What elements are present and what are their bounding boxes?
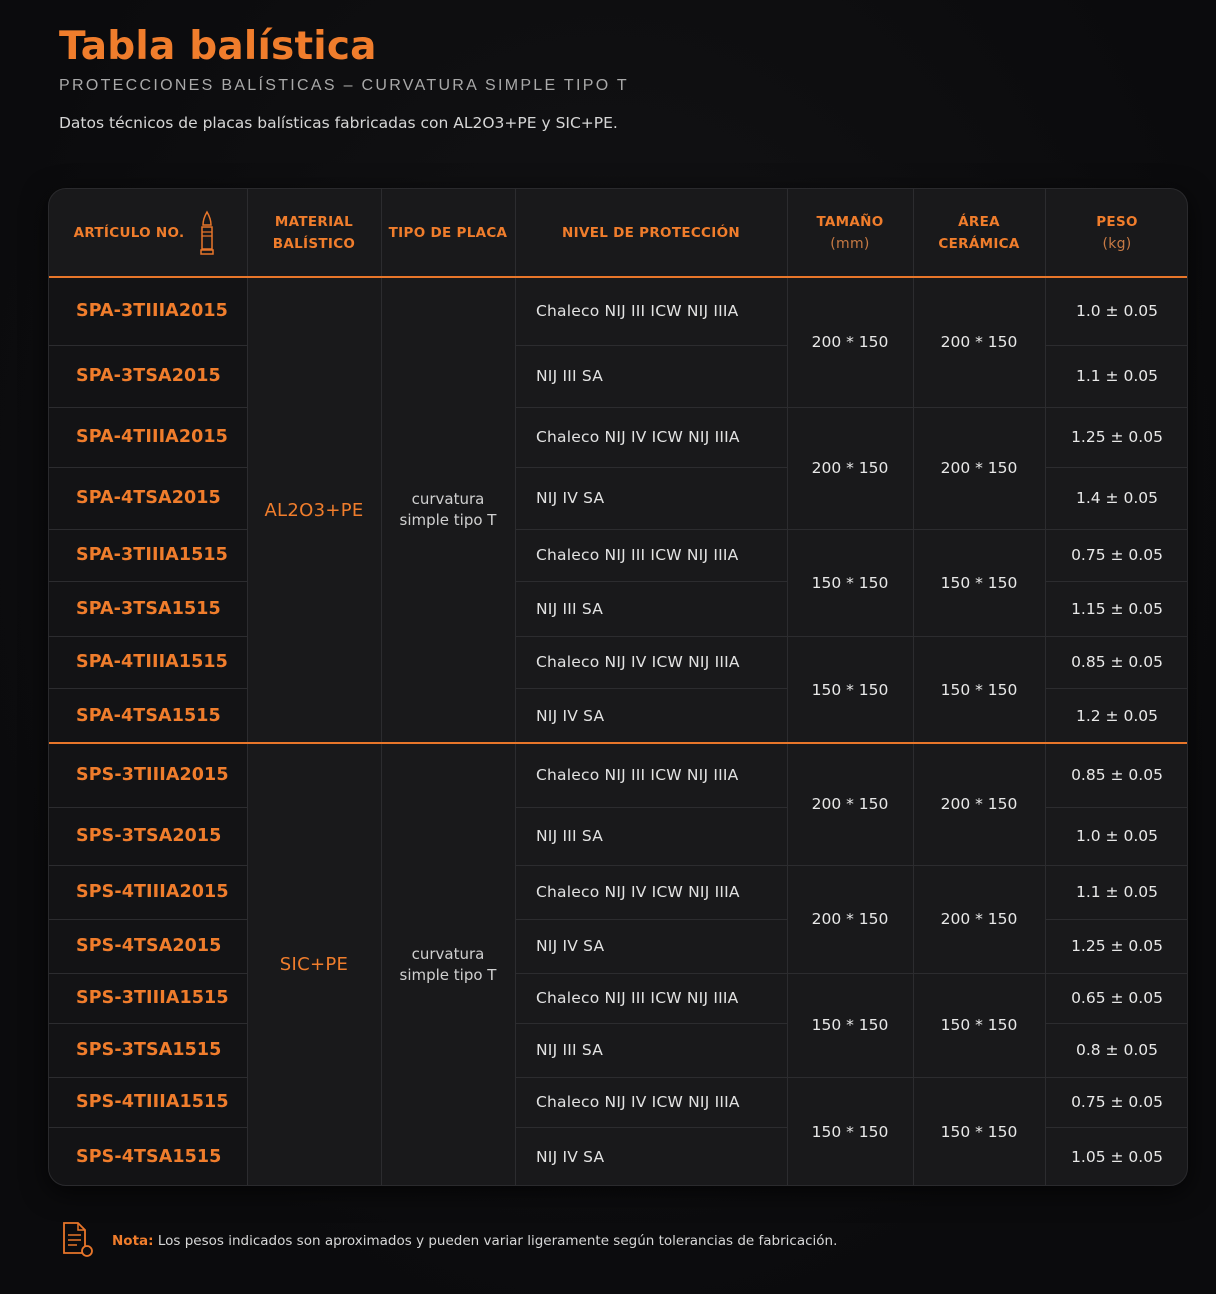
tipo-cell [381, 277, 515, 743]
row-divider [1045, 1023, 1188, 1024]
weight-cell: 1.1 ± 0.05 [1075, 367, 1158, 385]
weight-cell: 1.05 ± 0.05 [1071, 1147, 1163, 1166]
tamano-cell: 200 * 150 [811, 333, 889, 351]
weight-cell: 1.0 ± 0.05 [1075, 827, 1158, 845]
article-code-cell: SPS-4TSA1515 [76, 1146, 222, 1167]
area-cell: 150 * 150 [940, 1122, 1018, 1141]
protection-level-cell: NIJ IV SA [536, 489, 605, 507]
row-divider [1045, 807, 1188, 808]
row-divider [515, 688, 787, 689]
row-divider [515, 529, 787, 530]
row-divider [49, 407, 247, 408]
column-divider [381, 189, 382, 1186]
article-code-cell: SPA-4TIIIA2015 [76, 427, 228, 447]
weight-cell: 1.2 ± 0.05 [1075, 706, 1158, 725]
article-code-cell: SPA-4TSA2015 [76, 488, 221, 508]
row-divider [49, 1127, 247, 1128]
column-header-area [913, 189, 1045, 277]
pair-divider [787, 865, 1045, 866]
footnote-text: Los pesos indicados son aproximados y pueden variar ligeramente según tolerancias de fabricación. [157, 1233, 838, 1249]
tipo-cell [381, 743, 515, 1186]
column-header-peso-line2: (kg) [1102, 236, 1132, 252]
protection-level-cell: Chaleco NIJ IV ICW NIJ IIIA [536, 653, 740, 671]
row-divider [1045, 636, 1188, 637]
column-header-area-line1: ÁREA [958, 214, 1000, 230]
column-divider [247, 189, 248, 1186]
article-code-cell: SPS-3TSA2015 [76, 826, 222, 846]
area-cell: 150 * 150 [940, 680, 1018, 699]
column-header-material-line2: BALÍSTICO [272, 236, 356, 252]
column-header-nivel-label: NIVEL DE PROTECCIÓN [562, 225, 740, 241]
tipo-cell-line2: simple tipo T [399, 511, 497, 529]
protection-level-cell: Chaleco NIJ IV ICW NIJ IIIA [536, 428, 740, 446]
column-divider [515, 189, 516, 1186]
column-header-nivel [515, 189, 787, 277]
page-subtitle: PROTECCIONES BALÍSTICAS – CURVATURA SIMPLE TIPO T [59, 77, 629, 94]
row-divider [1045, 345, 1188, 346]
article-code-cell: SPA-3TSA1515 [76, 598, 221, 619]
tamano-cell: 150 * 150 [811, 1016, 889, 1034]
area-cell: 200 * 150 [940, 910, 1018, 928]
article-code-cell: SPA-3TSA2015 [76, 366, 221, 386]
area-cell: 200 * 150 [940, 795, 1018, 813]
protection-level-cell: Chaleco NIJ III ICW NIJ IIIA [536, 546, 739, 564]
column-header-material [247, 189, 381, 277]
protection-level-cell: NIJ III SA [536, 367, 604, 385]
protection-level-cell: NIJ IV SA [536, 706, 605, 725]
column-header-tipo-label: TIPO DE PLACA [388, 225, 508, 241]
article-code-cell: SPS-3TSA1515 [76, 1040, 222, 1060]
area-cell: 150 * 150 [940, 573, 1018, 592]
weight-cell: 1.0 ± 0.05 [1075, 302, 1158, 320]
weight-cell: 1.25 ± 0.05 [1071, 428, 1163, 446]
row-divider [1045, 581, 1188, 582]
column-header-peso [1045, 189, 1188, 277]
row-divider [49, 807, 247, 808]
tamano-cell: 150 * 150 [811, 573, 889, 592]
ballistic-table [48, 188, 1188, 1186]
header-separator [49, 276, 1188, 278]
pair-divider [787, 636, 1045, 637]
bullet-icon [199, 210, 215, 256]
row-divider [1045, 688, 1188, 689]
article-code-cell: SPS-3TIIIA1515 [76, 988, 229, 1008]
article-code-cell: SPS-4TIIIA1515 [76, 1092, 229, 1112]
weight-cell: 1.15 ± 0.05 [1071, 599, 1163, 618]
row-divider [515, 345, 787, 346]
protection-level-cell: Chaleco NIJ IV ICW NIJ IIIA [536, 883, 740, 901]
row-divider [515, 581, 787, 582]
protection-level-cell: NIJ III SA [536, 599, 604, 618]
tipo-cell-line2: simple tipo T [399, 965, 497, 984]
row-divider [49, 636, 247, 637]
column-header-articulo [49, 189, 199, 277]
tamano-cell: 150 * 150 [811, 680, 889, 699]
row-divider [515, 807, 787, 808]
column-header-tamano-line1: TAMAÑO [816, 214, 884, 230]
row-divider [515, 636, 787, 637]
document-note-icon [60, 1220, 96, 1258]
page-title: Tabla balística [59, 24, 377, 69]
weight-cell: 0.75 ± 0.05 [1071, 1093, 1163, 1111]
protection-level-cell: NIJ IV SA [536, 1147, 605, 1166]
row-divider [49, 919, 247, 920]
weight-cell: 1.1 ± 0.05 [1075, 883, 1158, 901]
protection-level-cell: Chaleco NIJ III ICW NIJ IIIA [536, 989, 739, 1007]
article-code-cell: SPS-4TIIIA2015 [76, 882, 229, 902]
protection-level-cell: NIJ III SA [536, 827, 604, 845]
area-cell: 200 * 150 [940, 333, 1018, 351]
protection-level-cell: NIJ IV SA [536, 937, 605, 955]
article-code-cell: SPS-3TIIIA2015 [76, 765, 229, 785]
column-divider [913, 189, 914, 1186]
row-divider [1045, 1127, 1188, 1128]
area-cell: 200 * 150 [940, 459, 1018, 477]
row-divider [49, 345, 247, 346]
pair-divider [787, 529, 1045, 530]
pair-divider [787, 1077, 1045, 1078]
row-divider [49, 581, 247, 582]
area-cell: 150 * 150 [940, 1016, 1018, 1034]
article-code-cell: SPA-3TIIIA2015 [76, 301, 228, 321]
tipo-cell-line1: curvatura [411, 944, 485, 963]
weight-cell: 0.65 ± 0.05 [1071, 989, 1163, 1007]
protection-level-cell: NIJ III SA [536, 1041, 604, 1059]
article-code-cell: SPS-4TSA2015 [76, 936, 222, 956]
footnote [112, 1233, 837, 1249]
row-divider [49, 688, 247, 689]
article-code-cell: SPA-3TIIIA1515 [76, 545, 228, 565]
pair-divider [787, 407, 1045, 408]
column-header-tamano [787, 189, 913, 277]
weight-cell: 0.75 ± 0.05 [1071, 546, 1163, 564]
row-divider [515, 1127, 787, 1128]
row-divider [49, 865, 247, 866]
row-divider [1045, 973, 1188, 974]
tamano-cell: 200 * 150 [811, 795, 889, 813]
protection-level-cell: Chaleco NIJ IV ICW NIJ IIIA [536, 1093, 740, 1111]
column-header-articulo-label: ARTÍCULO NO. [73, 225, 185, 241]
row-divider [49, 467, 247, 468]
tamano-cell: 200 * 150 [811, 910, 889, 928]
tipo-cell-line1: curvatura [411, 490, 485, 508]
row-divider [49, 1077, 247, 1078]
row-divider [1045, 407, 1188, 408]
weight-cell: 0.85 ± 0.05 [1071, 766, 1163, 784]
column-header-peso-line1: PESO [1096, 214, 1138, 230]
tamano-cell: 150 * 150 [811, 1122, 889, 1141]
material-cell: AL2O3+PE [264, 499, 364, 521]
protection-level-cell: Chaleco NIJ III ICW NIJ IIIA [536, 766, 739, 784]
pair-divider [787, 973, 1045, 974]
column-header-tamano-line2: (mm) [830, 236, 870, 252]
weight-cell: 0.85 ± 0.05 [1071, 653, 1163, 671]
protection-level-cell: Chaleco NIJ III ICW NIJ IIIA [536, 302, 739, 320]
column-header-tipo [381, 189, 515, 277]
weight-cell: 1.4 ± 0.05 [1075, 489, 1158, 507]
row-divider [515, 467, 787, 468]
row-divider [515, 919, 787, 920]
column-divider [1045, 189, 1046, 1186]
column-header-material-line1: MATERIAL [274, 214, 354, 230]
article-code-cell: SPA-4TSA1515 [76, 705, 221, 726]
page-description: Datos técnicos de placas balísticas fabricadas con AL2O3+PE y SIC+PE. [59, 114, 618, 132]
weight-cell: 0.8 ± 0.05 [1075, 1041, 1158, 1059]
row-divider [515, 865, 787, 866]
material-cell: SIC+PE [279, 954, 349, 975]
row-divider [1045, 865, 1188, 866]
tamano-cell: 200 * 150 [811, 459, 889, 477]
row-divider [1045, 467, 1188, 468]
row-divider [515, 1023, 787, 1024]
row-divider [1045, 529, 1188, 530]
footnote-label: Nota: [112, 1233, 154, 1249]
row-divider [515, 973, 787, 974]
row-divider [515, 407, 787, 408]
group-separator [49, 742, 1188, 744]
column-divider [787, 189, 788, 1186]
row-divider [1045, 919, 1188, 920]
row-divider [49, 973, 247, 974]
row-divider [1045, 1077, 1188, 1078]
row-divider [49, 529, 247, 530]
row-divider [515, 1077, 787, 1078]
column-header-area-line2: CERÁMICA [938, 236, 1020, 252]
row-divider [49, 1023, 247, 1024]
weight-cell: 1.25 ± 0.05 [1071, 937, 1163, 955]
article-code-cell: SPA-4TIIIA1515 [76, 652, 228, 672]
